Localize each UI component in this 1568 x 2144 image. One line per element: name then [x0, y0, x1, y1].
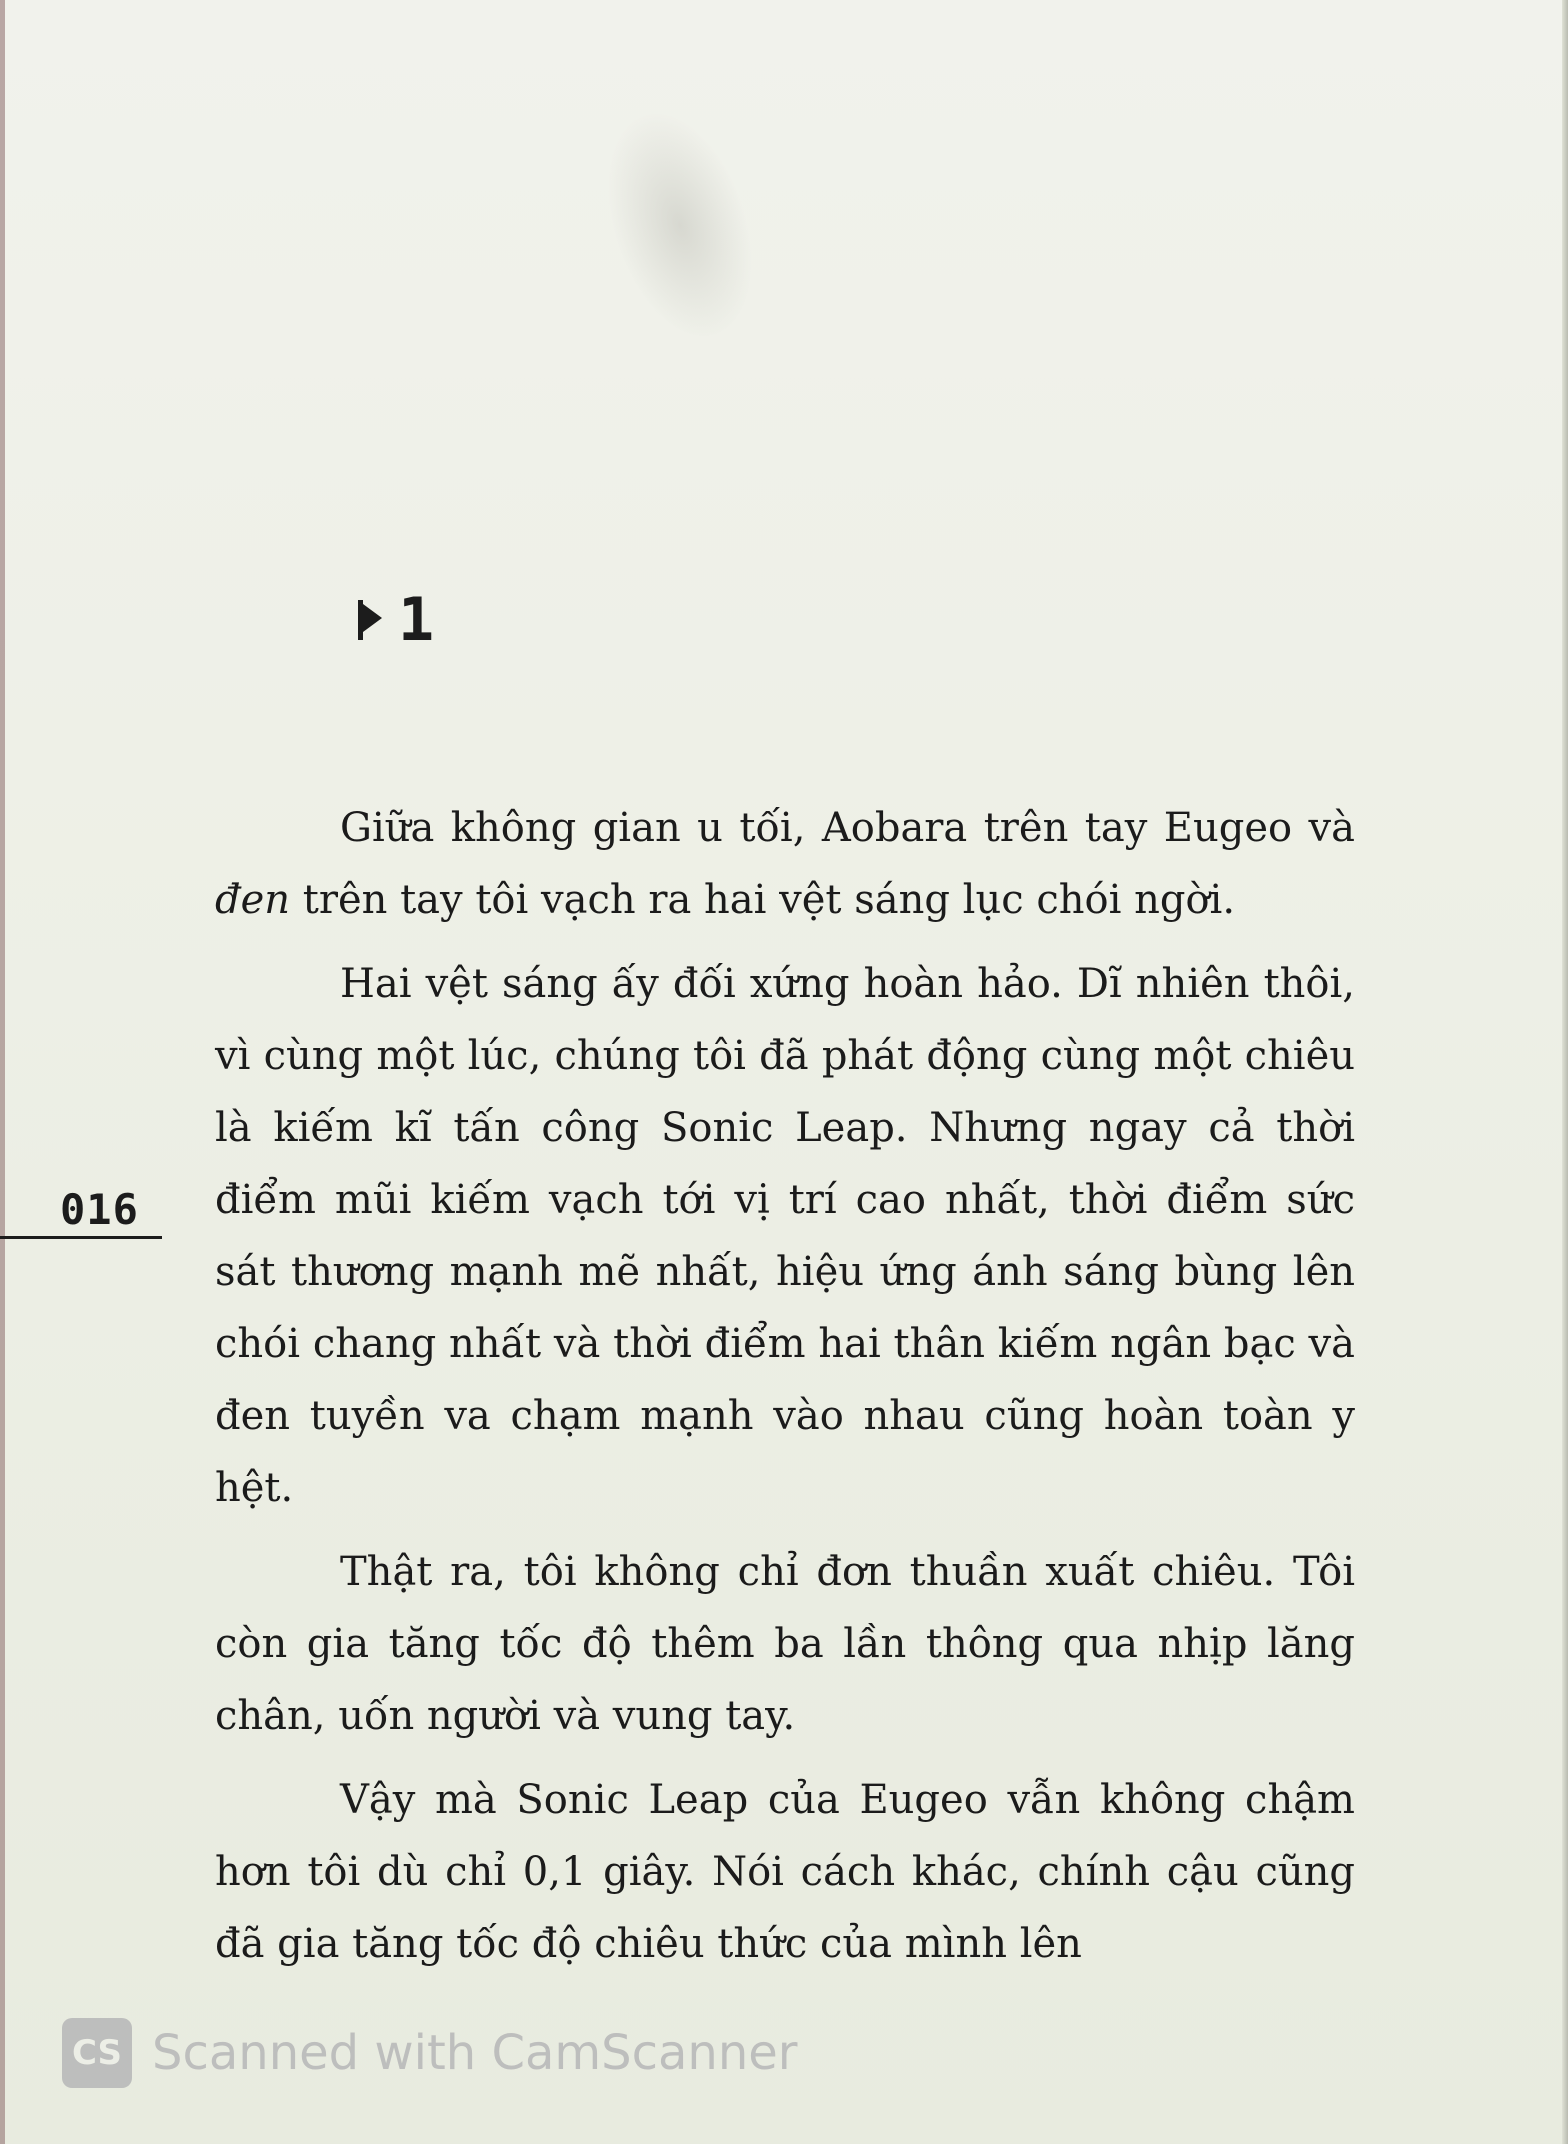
paragraph: Hai vệt sáng ấy đối xứng hoàn hảo. Dĩ nhiên thôi, vì cùng một lúc, chúng tôi đã phát động cùng một chiêu là kiếm kĩ tấn công Sonic Leap. Nhưng ngay cả thời điểm mũi kiếm vạch tới vị trí cao nhất, thời điểm sức sát thương mạnh mẽ nhất, hiệu ứng ánh sáng bùng lên chói chang nhất và thời điểm hai thân kiếm ngân bạc và đen tuyền va chạm mạnh vào nhau cũng hoàn toàn y hệt. — [215, 961, 1355, 1511]
chapter-number: 1 — [398, 585, 435, 655]
smudge-mark — [583, 96, 778, 355]
page-binding-edge — [0, 0, 5, 2144]
camscanner-logo: CS — [62, 2018, 132, 2088]
paragraph: Giữa không gian u tối, Aobara trên tay Eugeo và đen trên tay tôi vạch ra hai vệt sáng lục chói ngời. — [215, 805, 1355, 923]
body-text — [215, 792, 1355, 1992]
page-right-edge — [1562, 0, 1568, 2144]
paragraph: Thật ra, tôi không chỉ đơn thuần xuất chiêu. Tôi còn gia tăng tốc độ thêm ba lần thông qua nhịp lăng chân, uốn người và vung tay. — [215, 1549, 1355, 1739]
chapter-heading — [356, 585, 435, 655]
paragraph: Vậy mà Sonic Leap của Eugeo vẫn không chậm hơn tôi dù chỉ 0,1 giây. Nói cách khác, chính cậu cũng đã gia tăng tốc độ chiêu thức của mình lên — [215, 1777, 1355, 1967]
page-number: 016 — [60, 1185, 139, 1234]
page-number-rule — [0, 1236, 162, 1239]
emphasis-text: đen — [215, 877, 291, 923]
scanner-watermark — [62, 2018, 798, 2088]
watermark-text: Scanned with CamScanner — [152, 2025, 798, 2081]
flag-marker-icon — [356, 598, 384, 642]
